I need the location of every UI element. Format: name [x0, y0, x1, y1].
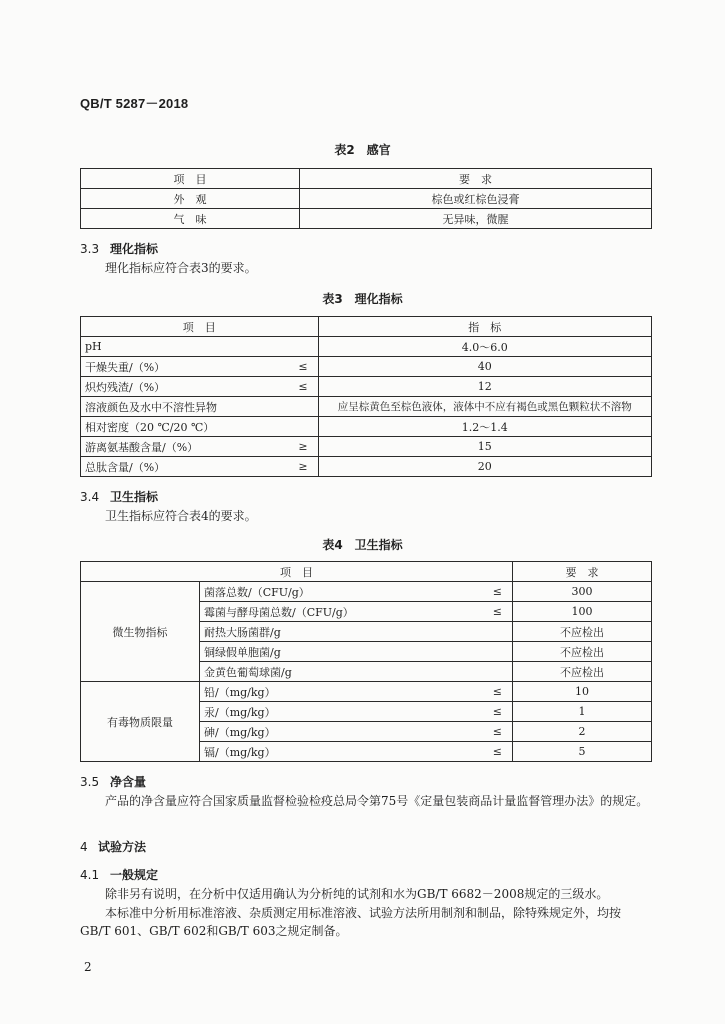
section-number: 4.1: [80, 868, 100, 882]
section-4-1-para1: 除非另有说明，在分析中仅适用确认为分析纯的试剂和水为GB/T 6682－2008规定的三级水。: [105, 887, 609, 901]
table4-value: 2: [513, 722, 652, 742]
table4-value: 不应检出: [513, 642, 652, 662]
table2-header-item: 项 目: [81, 169, 300, 189]
table3-value: 12: [318, 377, 651, 397]
table4-header-item: 项 目: [81, 562, 513, 582]
table4-item: 砷/（mg/kg）: [200, 722, 479, 742]
section-number: 4: [80, 840, 88, 854]
section-3-4-heading: [80, 488, 158, 505]
table-row: [81, 582, 652, 602]
table2: [80, 168, 652, 229]
table3-value: 15: [318, 437, 651, 457]
table4-header-req: 要 求: [513, 562, 652, 582]
section-title: 一般规定: [110, 868, 159, 882]
table3-item: 总肽含量/（%）: [81, 457, 284, 477]
table2-caption: 表2 感官: [334, 143, 391, 157]
table4-item: 金黄色葡萄球菌/g: [200, 662, 479, 682]
section-number: 3.5: [80, 775, 100, 789]
table4-symbol: [478, 642, 513, 662]
table-row: [81, 457, 652, 477]
table2-cell: 气 味: [81, 209, 300, 229]
table4-symbol: ≤: [478, 582, 513, 602]
table3-item: 炽灼残渣/（%）: [81, 377, 284, 397]
section-3-5-heading: [80, 773, 146, 790]
table3-symbol: [284, 417, 319, 437]
table4-group-label: 有毒物质限量: [81, 682, 200, 762]
table2-header-req: 要 求: [300, 169, 652, 189]
table4-item: 镉/（mg/kg）: [200, 742, 479, 762]
table3-item: 干燥失重/（%）: [81, 357, 284, 377]
table3-item: pH: [81, 337, 284, 357]
table4-value: 100: [513, 602, 652, 622]
table4-value: 5: [513, 742, 652, 762]
table-row: [81, 337, 652, 357]
table4-item: 霉菌与酵母菌总数/（CFU/g）: [200, 602, 479, 622]
table-row: [81, 397, 652, 417]
table-row: [81, 437, 652, 457]
section-title: 理化指标: [110, 242, 159, 256]
table-row: [81, 209, 652, 229]
table4-value: 不应检出: [513, 662, 652, 682]
table3-value: 1.2～1.4: [318, 417, 651, 437]
table2-cell: 棕色或红棕色浸膏: [300, 189, 652, 209]
section-number: 3.3: [80, 242, 100, 256]
table4-symbol: ≤: [478, 742, 513, 762]
table3-symbol: ≤: [284, 377, 319, 397]
page-number: 2: [84, 960, 92, 974]
table4-value: 1: [513, 702, 652, 722]
table3-caption: 表3 理化指标: [322, 292, 403, 306]
table3-header-value: 指 标: [318, 317, 651, 337]
table4-caption: 表4 卫生指标: [322, 538, 403, 552]
section-3-4-body: 卫生指标应符合表4的要求。: [105, 509, 257, 523]
table3-value: 应呈棕黄色至棕色液体，液体中不应有褐色或黑色颗粒状不溶物: [318, 397, 651, 417]
section-title: 卫生指标: [110, 490, 159, 504]
table3-value: 4.0～6.0: [318, 337, 651, 357]
table3-value: 40: [318, 357, 651, 377]
table-row: [81, 417, 652, 437]
table2-cell: 外 观: [81, 189, 300, 209]
table4-symbol: ≤: [478, 602, 513, 622]
table3-symbol: ≤: [284, 357, 319, 377]
table3-item: 游离氨基酸含量/（%）: [81, 437, 284, 457]
table3-item: 溶液颜色及水中不溶性异物: [81, 397, 284, 417]
table-row: [81, 377, 652, 397]
table-row: [81, 682, 652, 702]
table4-group-label: 微生物指标: [81, 582, 200, 682]
table4-item: 耐热大肠菌群/g: [200, 622, 479, 642]
table3-header-item: 项 目: [81, 317, 319, 337]
section-number: 3.4: [80, 490, 100, 504]
table4-item: 菌落总数/（CFU/g）: [200, 582, 479, 602]
table3-symbol: [284, 337, 319, 357]
table3-symbol: ≥: [284, 457, 319, 477]
table4-item: 铅/（mg/kg）: [200, 682, 479, 702]
table3-item: 相对密度（20 ℃/20 ℃）: [81, 417, 284, 437]
table-row: [81, 357, 652, 377]
table3-symbol: ≥: [284, 437, 319, 457]
table4-symbol: ≤: [478, 682, 513, 702]
table-row: [81, 189, 652, 209]
section-title: 试验方法: [98, 840, 147, 854]
table3-symbol: [284, 397, 319, 417]
section-4-1-heading: [80, 866, 158, 883]
table4-item: 汞/（mg/kg）: [200, 702, 479, 722]
table4-symbol: [478, 622, 513, 642]
section-title: 净含量: [110, 775, 147, 789]
table4-value: 300: [513, 582, 652, 602]
table4-symbol: [478, 662, 513, 682]
table4-symbol: ≤: [478, 722, 513, 742]
section-3-3-body: 理化指标应符合表3的要求。: [105, 261, 257, 275]
table4-value: 10: [513, 682, 652, 702]
table2-cell: 无异味，微腥: [300, 209, 652, 229]
table4: [80, 561, 652, 762]
table4-symbol: ≤: [478, 702, 513, 722]
section-4-heading: [80, 838, 146, 855]
standard-code: QB/T 5287－2018: [80, 96, 189, 111]
section-3-3-heading: [80, 240, 158, 257]
table3: [80, 316, 652, 477]
table3-value: 20: [318, 457, 651, 477]
section-3-5-body: 产品的净含量应符合国家质量监督检验检疫总局令第75号《定量包装商品计量监督管理办法》的规定。: [105, 794, 649, 808]
table4-value: 不应检出: [513, 622, 652, 642]
section-4-1-para2: 本标准中分析用标准溶液、杂质测定用标准溶液、试验方法所用制剂和制品，除特殊规定外，均按GB/T 601、GB/T 602和GB/T 603之规定制备。: [80, 906, 622, 938]
table4-item: 铜绿假单胞菌/g: [200, 642, 479, 662]
